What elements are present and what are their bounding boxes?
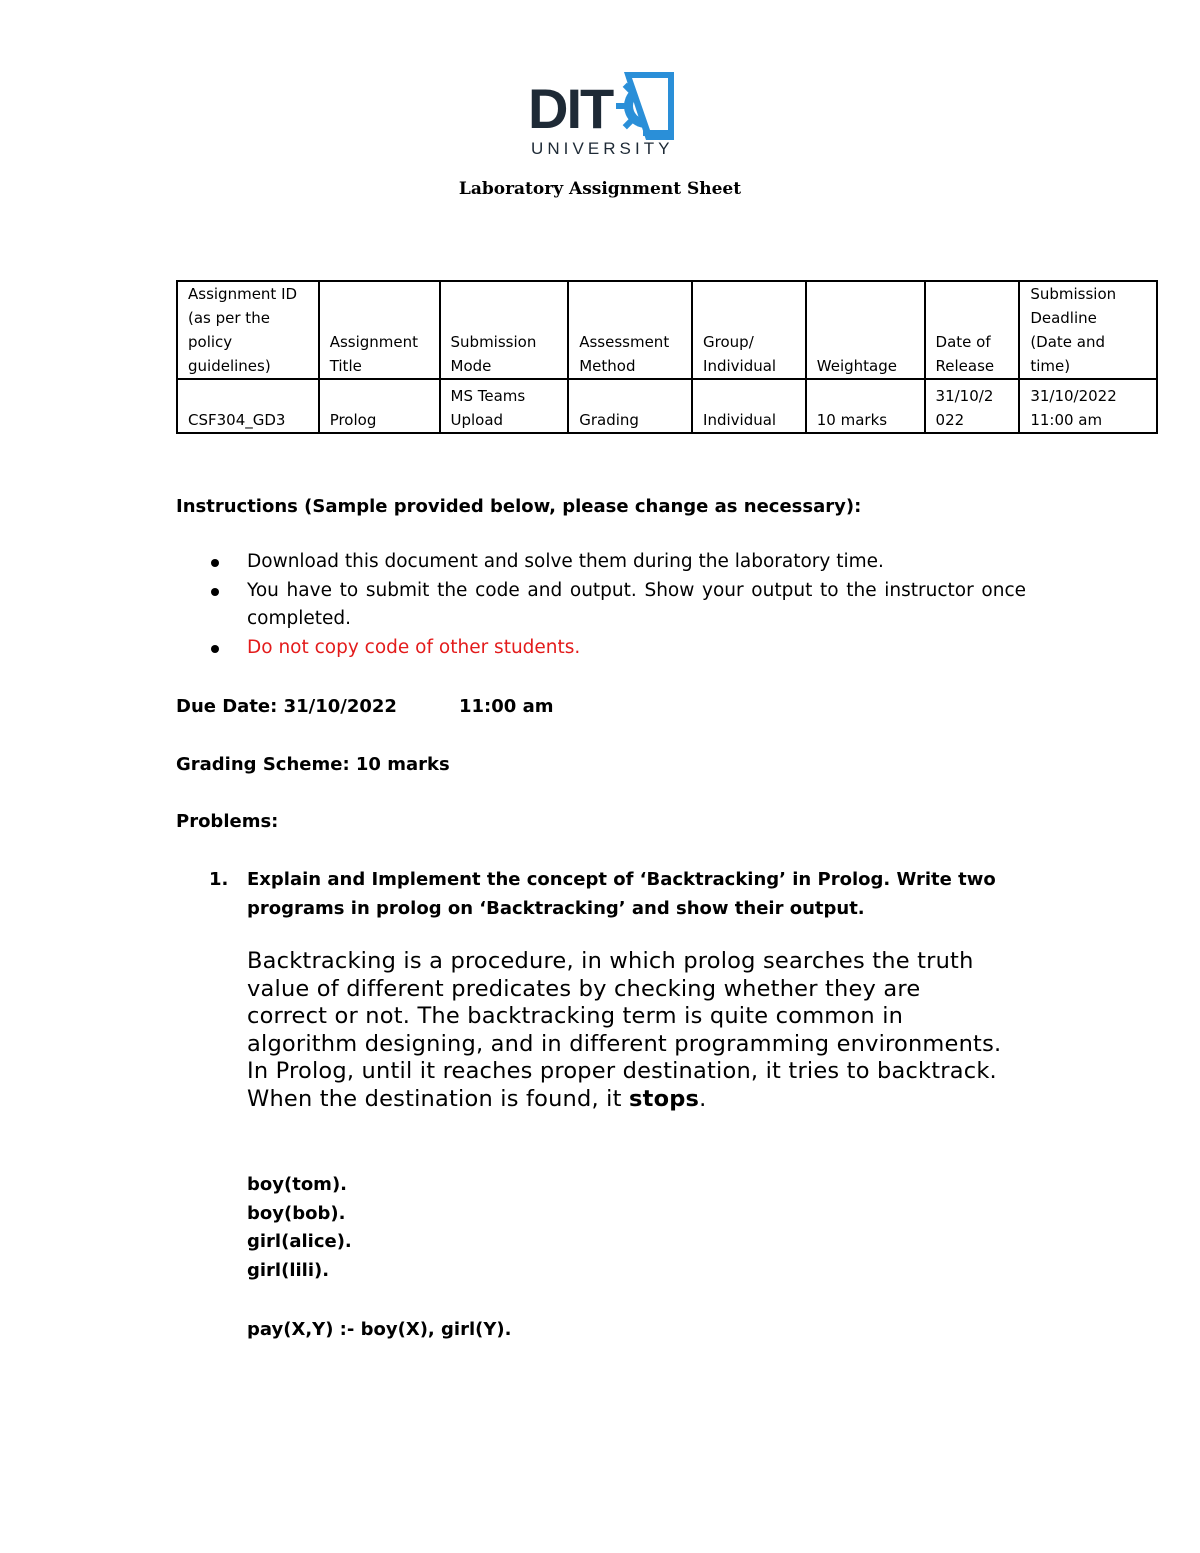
table-cell: Grading bbox=[568, 379, 692, 433]
logo-text-university: UNIVERSITY bbox=[531, 139, 671, 158]
problem-answer bbox=[247, 948, 1047, 1113]
problem-number: 1. bbox=[209, 869, 229, 890]
code-line: boy(bob). bbox=[247, 1202, 346, 1224]
table-header-cell: Date of Release bbox=[925, 281, 1020, 379]
answer-line: Backtracking is a procedure, in which prolog searches the truth bbox=[247, 948, 974, 974]
due-time: 11:00 am bbox=[459, 696, 554, 717]
problem-1 bbox=[176, 865, 996, 923]
table-header-cell: Assignment Title bbox=[319, 281, 440, 379]
table-header-row bbox=[177, 281, 1157, 379]
due-date bbox=[176, 693, 776, 721]
due-date-label: Due Date: 31/10/2022 bbox=[176, 696, 397, 717]
table-cell: CSF304_GD3 bbox=[177, 379, 319, 433]
prolog-facts bbox=[247, 1171, 352, 1285]
table-row bbox=[177, 379, 1157, 433]
table-cell: Individual bbox=[692, 379, 806, 433]
table-header-cell: Submission Deadline (Date and time) bbox=[1019, 281, 1157, 379]
table-cell: 31/10/2022 11:00 am bbox=[1019, 379, 1157, 433]
answer-line: value of different predicates by checking whether they are bbox=[247, 975, 921, 1002]
bullet-icon bbox=[211, 588, 219, 596]
bullet-icon bbox=[211, 559, 219, 567]
answer-line: correct or not. The backtracking term is quite common in bbox=[247, 1003, 904, 1029]
list-item: You have to submit the code and output. Show your output to the instructor once completed. bbox=[176, 577, 1026, 634]
answer-line: algorithm designing, and in different programming environments. bbox=[247, 1030, 1002, 1057]
answer-line: When the destination is found, it stops. bbox=[247, 1085, 707, 1112]
table-header-cell: Submission Mode bbox=[440, 281, 569, 379]
table-cell: MS Teams Upload bbox=[440, 379, 569, 433]
assignment-info-table bbox=[176, 280, 1158, 434]
dit-university-logo bbox=[528, 70, 674, 158]
table-cell: 31/10/2 022 bbox=[925, 379, 1020, 433]
instructions-list bbox=[176, 548, 1026, 662]
table-header-cell: Assessment Method bbox=[568, 281, 692, 379]
bullet-icon bbox=[211, 645, 219, 653]
table-cell: 10 marks bbox=[806, 379, 925, 433]
table-header-cell: Assignment ID (as per the policy guidelines) bbox=[177, 281, 319, 379]
code-line: girl(lili). bbox=[247, 1259, 330, 1281]
table-header-cell: Group/ Individual bbox=[692, 281, 806, 379]
logo-text-dit: DIT bbox=[528, 77, 613, 140]
answer-emphasis: stops bbox=[629, 1085, 700, 1112]
prolog-rule: pay(X,Y) :- boy(X), girl(Y). bbox=[247, 1319, 512, 1340]
table-cell: Prolog bbox=[319, 379, 440, 433]
answer-line: In Prolog, until it reaches proper destination, it tries to backtrack. bbox=[247, 1058, 997, 1084]
problem-question: Explain and Implement the concept of ‘Backtracking’ in Prolog. Write two programs in prolog on ‘Backtracking’ and show their output. bbox=[247, 869, 996, 919]
sheet-title: Laboratory Assignment Sheet bbox=[458, 179, 742, 199]
instructions-heading: Instructions (Sample provided below, please change as necessary): bbox=[176, 496, 862, 517]
code-line: girl(alice). bbox=[247, 1231, 352, 1252]
warning-text: Do not copy code of other students. bbox=[247, 636, 581, 658]
list-item bbox=[176, 634, 1026, 663]
problems-heading: Problems: bbox=[176, 811, 279, 832]
table-header-cell: Weightage bbox=[806, 281, 925, 379]
list-item: Download this document and solve them during the laboratory time. bbox=[176, 548, 1026, 577]
grading-scheme: Grading Scheme: 10 marks bbox=[176, 754, 450, 775]
code-line: boy(tom). bbox=[247, 1174, 348, 1195]
